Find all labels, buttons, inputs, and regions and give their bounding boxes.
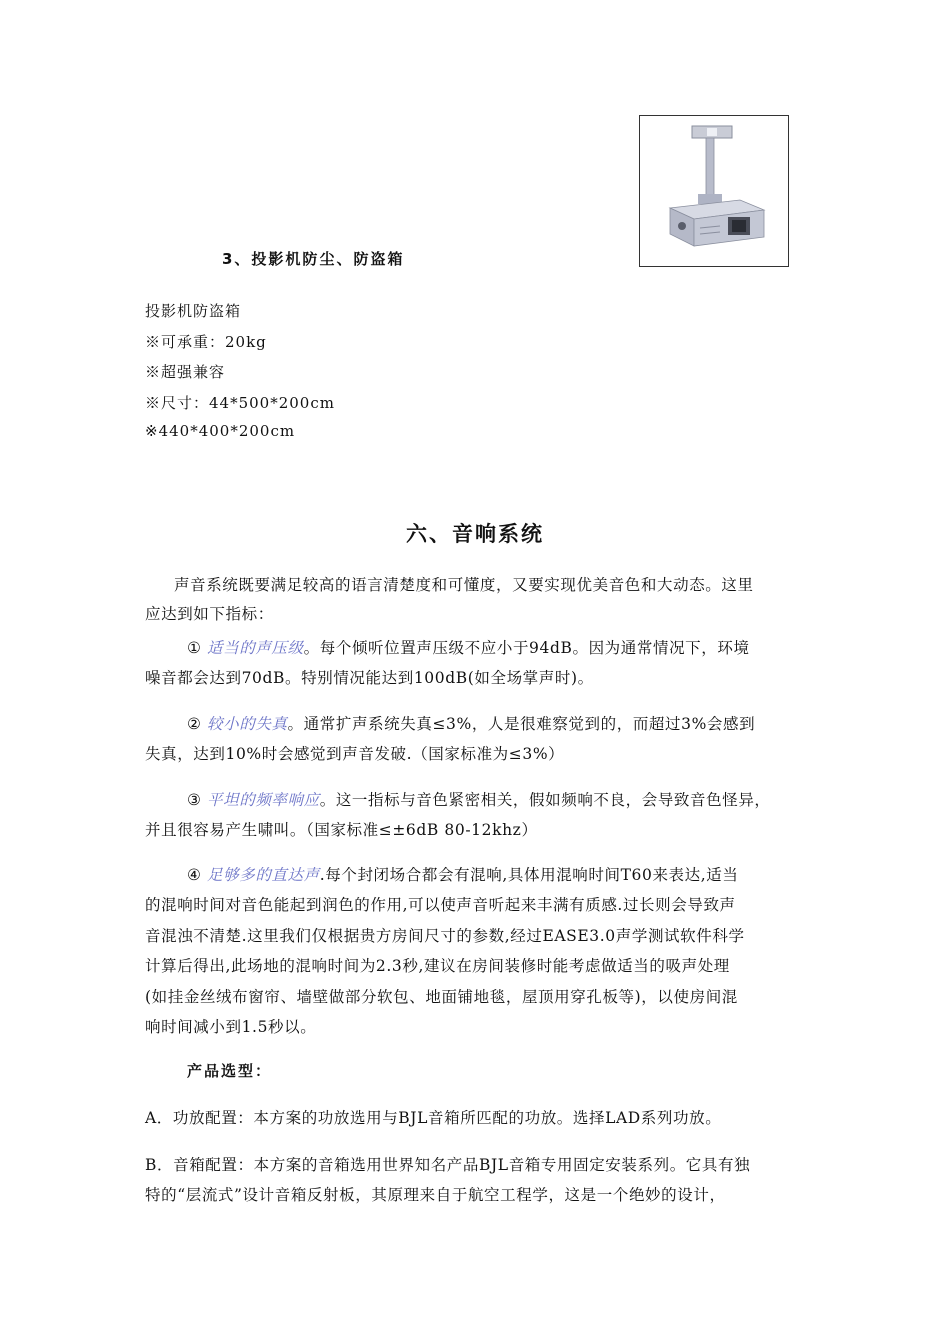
indicator-1-line-1 <box>187 636 750 658</box>
indicator-4-line: 的混响时间对音色能起到润色的作用,可以使声音听起来丰满有质感.过长则会导致声 <box>145 896 736 914</box>
indicator-highlight: 足够多的直达声 <box>207 866 320 884</box>
indicator-highlight: 较小的失真 <box>207 715 288 733</box>
indicator-number: ④ <box>187 866 202 884</box>
indicator-1-line-2: 噪音都会达到70dB。特别情况能达到100dB(如全场掌声时)。 <box>145 669 594 687</box>
indicator-number: ③ <box>187 791 202 809</box>
chapter-title: 六、音响系统 <box>406 522 544 546</box>
indicator-4-line-1 <box>187 863 738 885</box>
indicator-text: 。每个倾听位置声压级不应小于94dB。因为通常情况下，环境 <box>303 639 750 657</box>
spec-line: ※可承重：20kg <box>145 333 267 351</box>
product-selection-title: 产品选型： <box>187 1062 273 1080</box>
projector-box-illustration <box>640 116 788 266</box>
indicator-text: 。通常扩声系统失真≤3%，人是很难察觉到的，而超过3%会感到 <box>287 715 756 733</box>
intro-line-1: 声音系统既要满足较高的语言清楚度和可懂度，又要实现优美音色和大动态。这里 <box>174 576 754 594</box>
projector-security-box-image <box>639 115 789 267</box>
indicator-highlight: 平坦的频率响应 <box>207 791 320 809</box>
indicator-text: .每个封闭场合都会有混响,具体用混响时间T60来表达,适当 <box>319 866 739 884</box>
indicator-4-line: (如挂金丝绒布窗帘、墙壁做部分软包、地面铺地毯，屋顶用穿孔板等)，以使房间混 <box>145 988 738 1006</box>
indicator-text: 。这一指标与音色紧密相关，假如频响不良，会导致音色怪异， <box>319 791 771 809</box>
indicator-number: ② <box>187 715 202 733</box>
indicator-4-line: 音混浊不清楚.这里我们仅根据贵方房间尺寸的参数,经过EASE3.0声学测试软件科学 <box>145 927 745 945</box>
indicator-3-line-2: 并且很容易产生啸叫。（国家标准≤±6dB 80-12khz） <box>145 821 538 839</box>
intro-line-2: 应达到如下指标： <box>145 605 274 623</box>
indicator-2-line-1 <box>187 712 755 734</box>
speaker-config-line-1: B．音箱配置：本方案的音箱选用世界知名产品BJL音箱专用固定安装系列。它具有独 <box>145 1156 751 1174</box>
indicator-4-line: 计算后得出,此场地的混响时间为2.3秒,建议在房间装修时能考虑做适当的吸声处理 <box>145 957 730 975</box>
indicator-4-line: 响时间减小到1.5秒以。 <box>145 1018 317 1036</box>
speaker-config-line-2: 特的“层流式”设计音箱反射板，其原理来自于航空工程学，这是一个绝妙的设计， <box>145 1186 726 1204</box>
product-name: 投影机防盗箱 <box>145 302 242 320</box>
amp-config-line: A．功放配置：本方案的功放选用与BJL音箱所匹配的功放。选择LAD系列功放。 <box>145 1109 722 1127</box>
indicator-highlight: 适当的声压级 <box>207 639 304 657</box>
spec-line: ※440*400*200cm <box>145 422 296 440</box>
indicator-3-line-1 <box>187 788 771 810</box>
spec-line: ※尺寸：44*500*200cm <box>145 394 335 412</box>
spec-line: ※超强兼容 <box>145 363 226 381</box>
indicator-number: ① <box>187 639 202 657</box>
indicator-2-line-2: 失真，达到10%时会感觉到声音发破.（国家标准为≤3%） <box>145 745 565 763</box>
section-3-title: 3、投影机防尘、防盗箱 <box>222 250 405 268</box>
